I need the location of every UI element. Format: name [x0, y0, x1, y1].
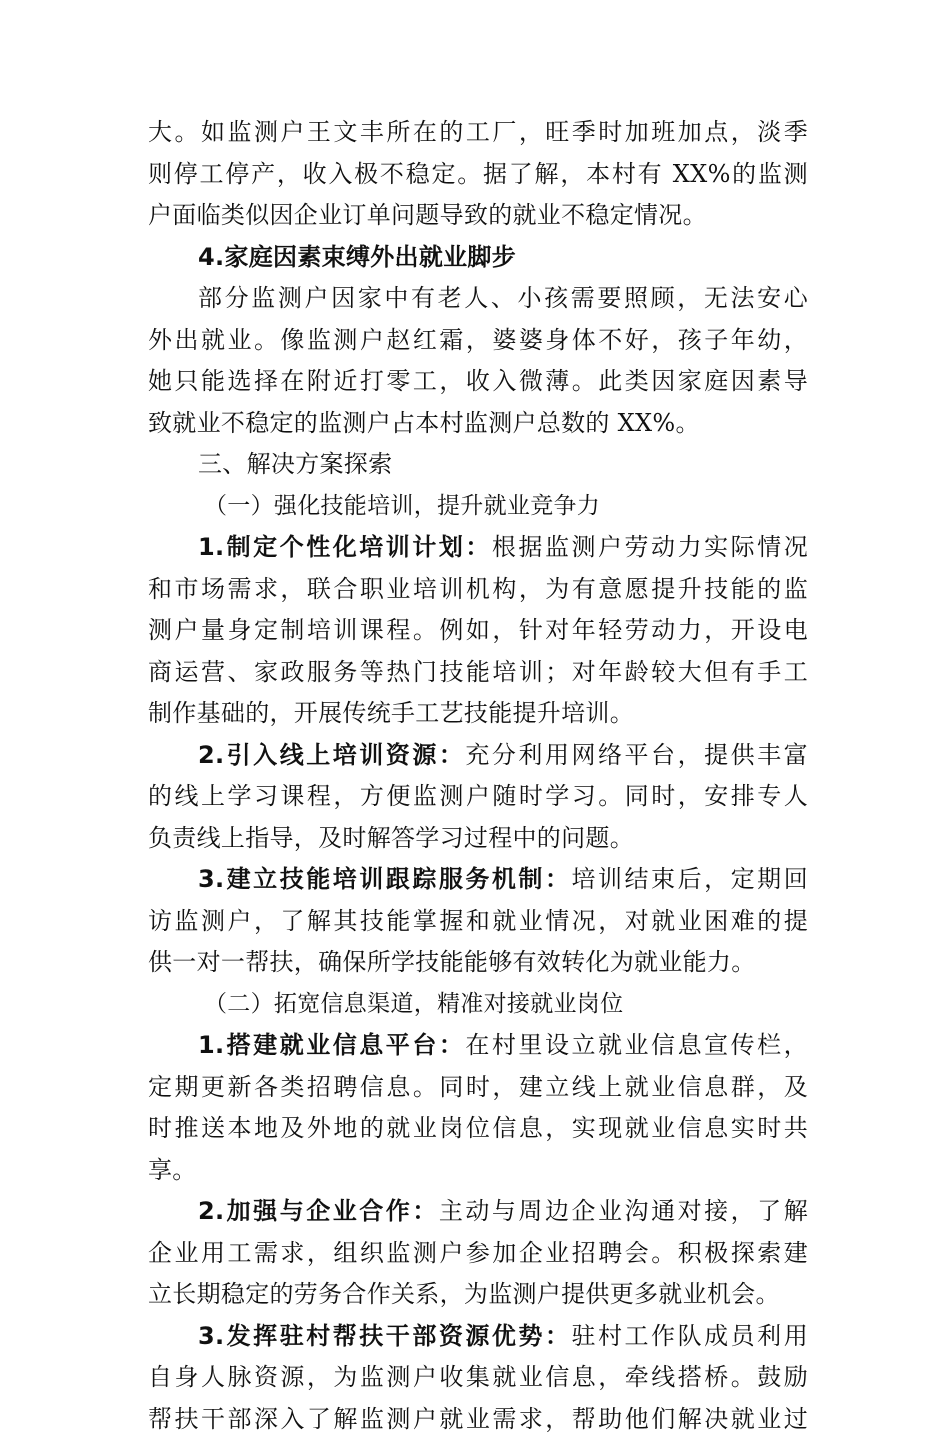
body-line: 测户量身定制培训课程。例如，针对年轻劳动力，开设电 [148, 610, 808, 652]
body-line: 定期更新各类招聘信息。同时，建立线上就业信息群，及 [148, 1067, 808, 1109]
body-line: 帮扶干部深入了解监测户就业需求，帮助他们解决就业过 [148, 1399, 808, 1440]
body-line: 她只能选择在附近打零工，收入微薄。此类因家庭因素导 [148, 361, 808, 403]
item-text: 培训结束后，定期回 [571, 865, 808, 893]
body-line [148, 1316, 808, 1358]
item-title: 1.制定个性化培训计划： [198, 533, 492, 561]
item-title: 3.发挥驻村帮扶干部资源优势： [198, 1322, 571, 1350]
body-line [148, 735, 808, 777]
item-text: 在村里设立就业信息宣传栏， [465, 1031, 808, 1059]
body-line: 则停工停产，收入极不稳定。据了解，本村有 XX%的监测 [148, 154, 808, 196]
body-line: 户面临类似因企业订单问题导致的就业不稳定情况。 [148, 195, 808, 237]
body-line: 和市场需求，联合职业培训机构，为有意愿提升技能的监 [148, 569, 808, 611]
body-line: 大。如监测户王文丰所在的工厂，旺季时加班加点，淡季 [148, 112, 808, 154]
body-line: 访监测户，了解其技能掌握和就业情况，对就业困难的提 [148, 901, 808, 943]
item-text: 驻村工作队成员利用 [571, 1322, 808, 1350]
item-text: 主动与周边企业沟通对接，了解 [439, 1197, 808, 1225]
body-line: 负责线上指导，及时解答学习过程中的问题。 [148, 818, 808, 860]
subsection-heading-skills: （一）强化技能培训，提升就业竞争力 [148, 486, 808, 528]
subsection-heading-channels: （二）拓宽信息渠道，精准对接就业岗位 [148, 984, 808, 1026]
body-line: 致就业不稳定的监测户占本村监测户总数的 XX%。 [148, 403, 808, 445]
body-line [148, 1025, 808, 1067]
item-title: 2.加强与企业合作： [198, 1197, 439, 1225]
body-line: 制作基础的，开展传统手工艺技能提升培训。 [148, 693, 808, 735]
body-line: 享。 [148, 1150, 808, 1192]
document-page [148, 112, 808, 1440]
body-line: 部分监测户因家中有老人、小孩需要照顾，无法安心 [148, 278, 808, 320]
body-line: 立长期稳定的劳务合作关系，为监测户提供更多就业机会。 [148, 1274, 808, 1316]
body-line: 的线上学习课程，方便监测户随时学习。同时，安排专人 [148, 776, 808, 818]
body-line [148, 527, 808, 569]
item-title: 1.搭建就业信息平台： [198, 1031, 465, 1059]
body-line: 时推送本地及外地的就业岗位信息，实现就业信息实时共 [148, 1108, 808, 1150]
body-line: 自身人脉资源，为监测户收集就业信息，牵线搭桥。鼓励 [148, 1357, 808, 1399]
body-line: 供一对一帮扶，确保所学技能能够有效转化为就业能力。 [148, 942, 808, 984]
body-line: 企业用工需求，组织监测户参加企业招聘会。积极探索建 [148, 1233, 808, 1275]
item-title: 2.引入线上培训资源： [198, 741, 465, 769]
body-line: 外出就业。像监测户赵红霜，婆婆身体不好，孩子年幼， [148, 320, 808, 362]
body-line: 商运营、家政服务等热门技能培训；对年龄较大但有手工 [148, 652, 808, 694]
body-line [148, 859, 808, 901]
section-heading-solutions: 三、解决方案探索 [148, 444, 808, 486]
body-line [148, 1191, 808, 1233]
item-text: 根据监测户劳动力实际情况 [492, 533, 808, 561]
item-title: 3.建立技能培训跟踪服务机制： [198, 865, 571, 893]
section-heading-family-factors: 4.家庭因素束缚外出就业脚步 [148, 237, 808, 279]
item-text: 充分利用网络平台，提供丰富 [465, 741, 808, 769]
